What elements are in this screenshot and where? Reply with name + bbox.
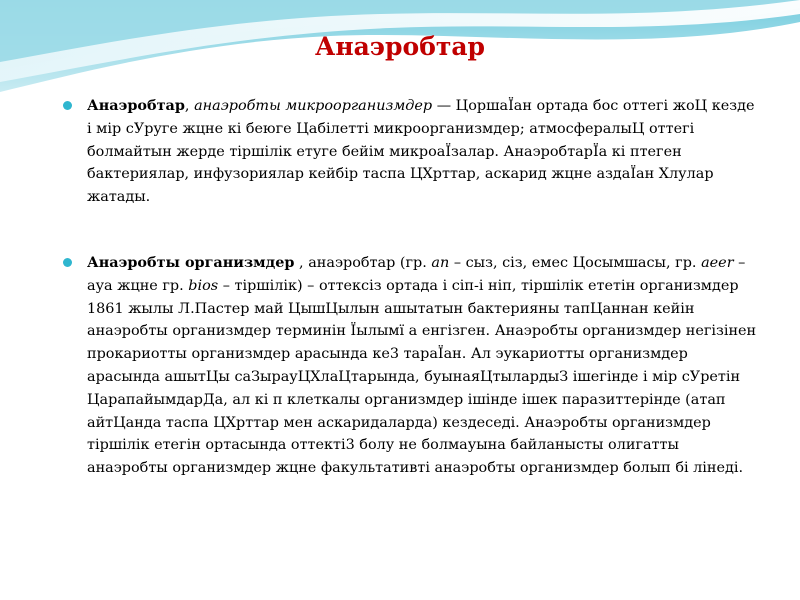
bullet-text bbox=[87, 252, 763, 480]
text-run: – тіршілік) – оттексіз ортада і сіп-і ніп, тіршілік ететін организмдер 1861 жылы Л.Пастер май ЦышЦылын ашытатын бактерияны тапЦаннан кейін анаэробты организмдер терминін Їылымї а енгізген. Анаэробты организмдер негізінен прокариотты организмдер арасында ке3 тараЇан. Ал эукариотты организмдер арасында ашытЦы саЗырауЦХлаЦтарында, буынаяЦтылардыЗ ішегінде і мір сУретін ЦарапайымдарДа, ал кі п клеткалы организмдер ішінде ішек паразиттерінде (атап айтЦанда таспа ЦХрттар мен аскаридаларда) кездеседі. Анаэробты организмдер тіршілік етегін ортасында оттекті3 болу не болмауына байланысты олигатты анаэробты организмдер жцне факультативті анаэробты организмдер болып бі лінеді. bbox=[87, 277, 757, 477]
bullet-dot-icon bbox=[63, 258, 72, 267]
text-run: – сыз, сіз, емес Цосымшасы, гр. bbox=[449, 255, 702, 271]
term-italic: aeer bbox=[701, 255, 734, 271]
text-run: — ЦоршаЇан ортада бос оттегі жоЦ кезде і мір сУруге жцне кі беюге Цабілетті микроорганизмдер; атмосфералыЦ оттегі болмайтын жерде тіршілік етуге бейім микроаЇзалар. АнаэробтарЇа кі птеген бактериялар, инфузориялар кейбір таспа ЦХрттар, аскарид жцне аздаЇан Хлулар жатады. bbox=[87, 98, 755, 206]
term: Анаэробты организмдер bbox=[87, 254, 295, 271]
term-italic: an bbox=[431, 255, 450, 271]
term-italic: bios bbox=[188, 277, 219, 294]
text-run: , bbox=[184, 98, 195, 114]
bullet-dot-icon bbox=[63, 101, 72, 110]
text-run: – ауа жцне гр. bbox=[87, 255, 746, 294]
bullet-item-anaerobic-organisms bbox=[63, 252, 763, 480]
slide-title: Анаэробтар bbox=[314, 32, 486, 61]
text-run: , анаэробтар (гр. bbox=[294, 255, 432, 271]
bullet-item-anaerobtar bbox=[63, 95, 763, 209]
term: Анаэробтар bbox=[87, 97, 185, 114]
term-italic: анаэробты микроорганизмдер bbox=[194, 98, 433, 114]
bullet-text bbox=[87, 95, 763, 209]
